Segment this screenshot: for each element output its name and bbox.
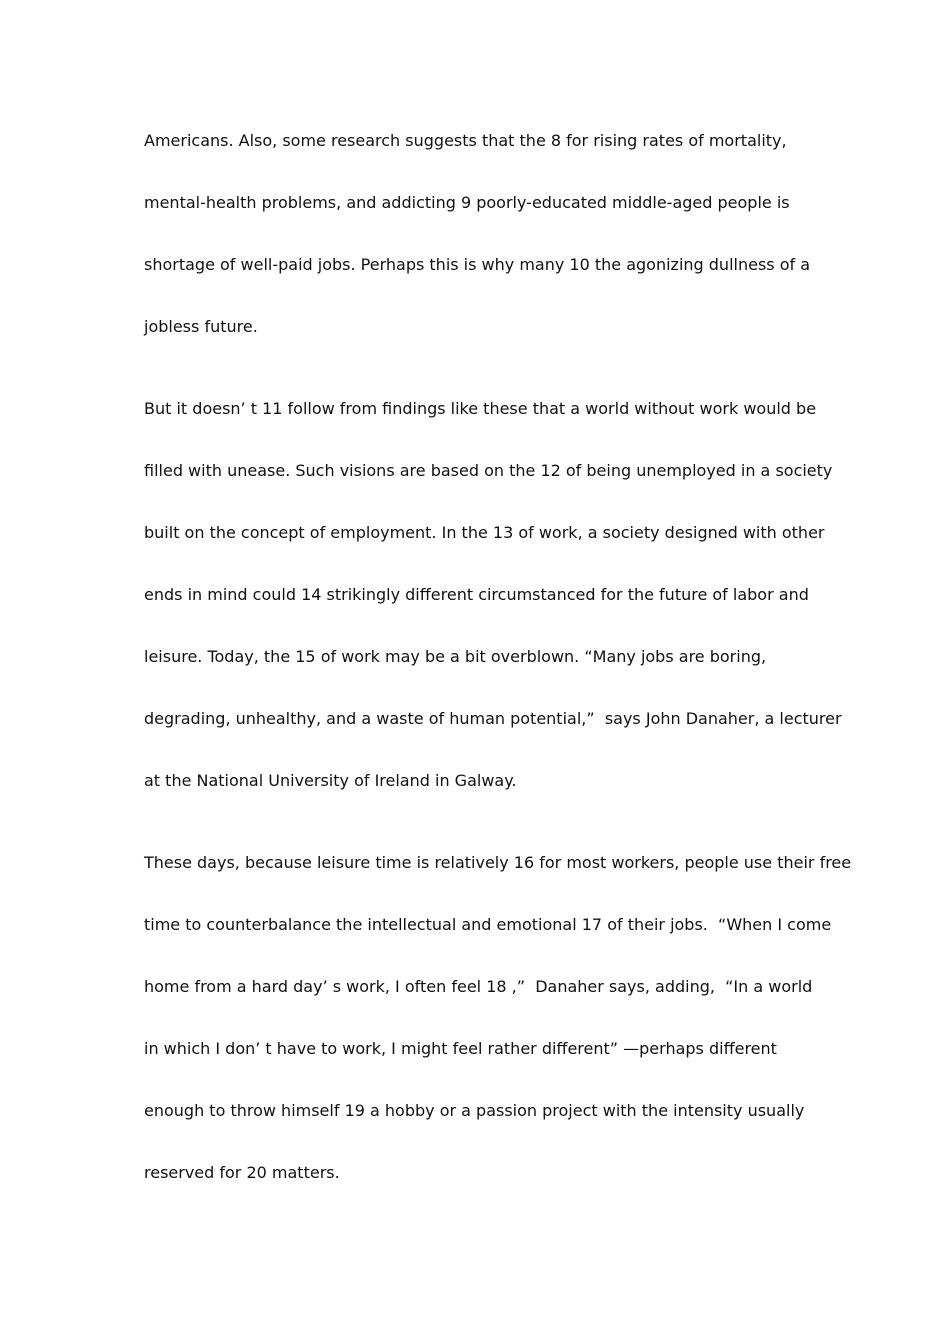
- text-line: Americans. Also, some research suggests that the 8 for rising rates of mortality,: [144, 131, 787, 150]
- paragraph-1: [144, 131, 824, 379]
- text-line: leisure. Today, the 15 of work may be a bit overblown. “Many jobs are boring,: [144, 647, 767, 666]
- text-line: in which I don’ t have to work, I might feel rather different” —perhaps different: [144, 1039, 777, 1058]
- paragraph-2: [144, 399, 842, 833]
- text-line: These days, because leisure time is relatively 16 for most workers, people use their free: [144, 853, 852, 872]
- text-line: ends in mind could 14 strikingly different circumstanced for the future of labor and: [144, 585, 809, 604]
- text-line: degrading, unhealthy, and a waste of human potential,” says John Danaher, a lecturer: [144, 709, 842, 728]
- text-line: mental-health problems, and addicting 9 poorly-educated middle-aged people is: [144, 193, 790, 212]
- text-line: shortage of well-paid jobs. Perhaps this is why many 10 the agonizing dullness of a: [144, 255, 811, 274]
- text-line: time to counterbalance the intellectual and emotional 17 of their jobs. “When I come: [144, 915, 832, 934]
- text-line: enough to throw himself 19 a hobby or a passion project with the intensity usually: [144, 1101, 805, 1120]
- text-line: filled with unease. Such visions are based on the 12 of being unemployed in a society: [144, 461, 833, 480]
- text-line: built on the concept of employment. In the 13 of work, a society designed with other: [144, 523, 825, 542]
- text-line: But it doesn’ t 11 follow from findings like these that a world without work would be: [144, 399, 817, 418]
- paragraph-3: [144, 853, 852, 1225]
- text-line: jobless future.: [144, 317, 258, 336]
- text-line: at the National University of Ireland in Galway.: [144, 771, 517, 790]
- text-line: home from a hard day’ s work, I often feel 18 ,” Danaher says, adding, “In a world: [144, 977, 813, 996]
- text-line: reserved for 20 matters.: [144, 1163, 340, 1182]
